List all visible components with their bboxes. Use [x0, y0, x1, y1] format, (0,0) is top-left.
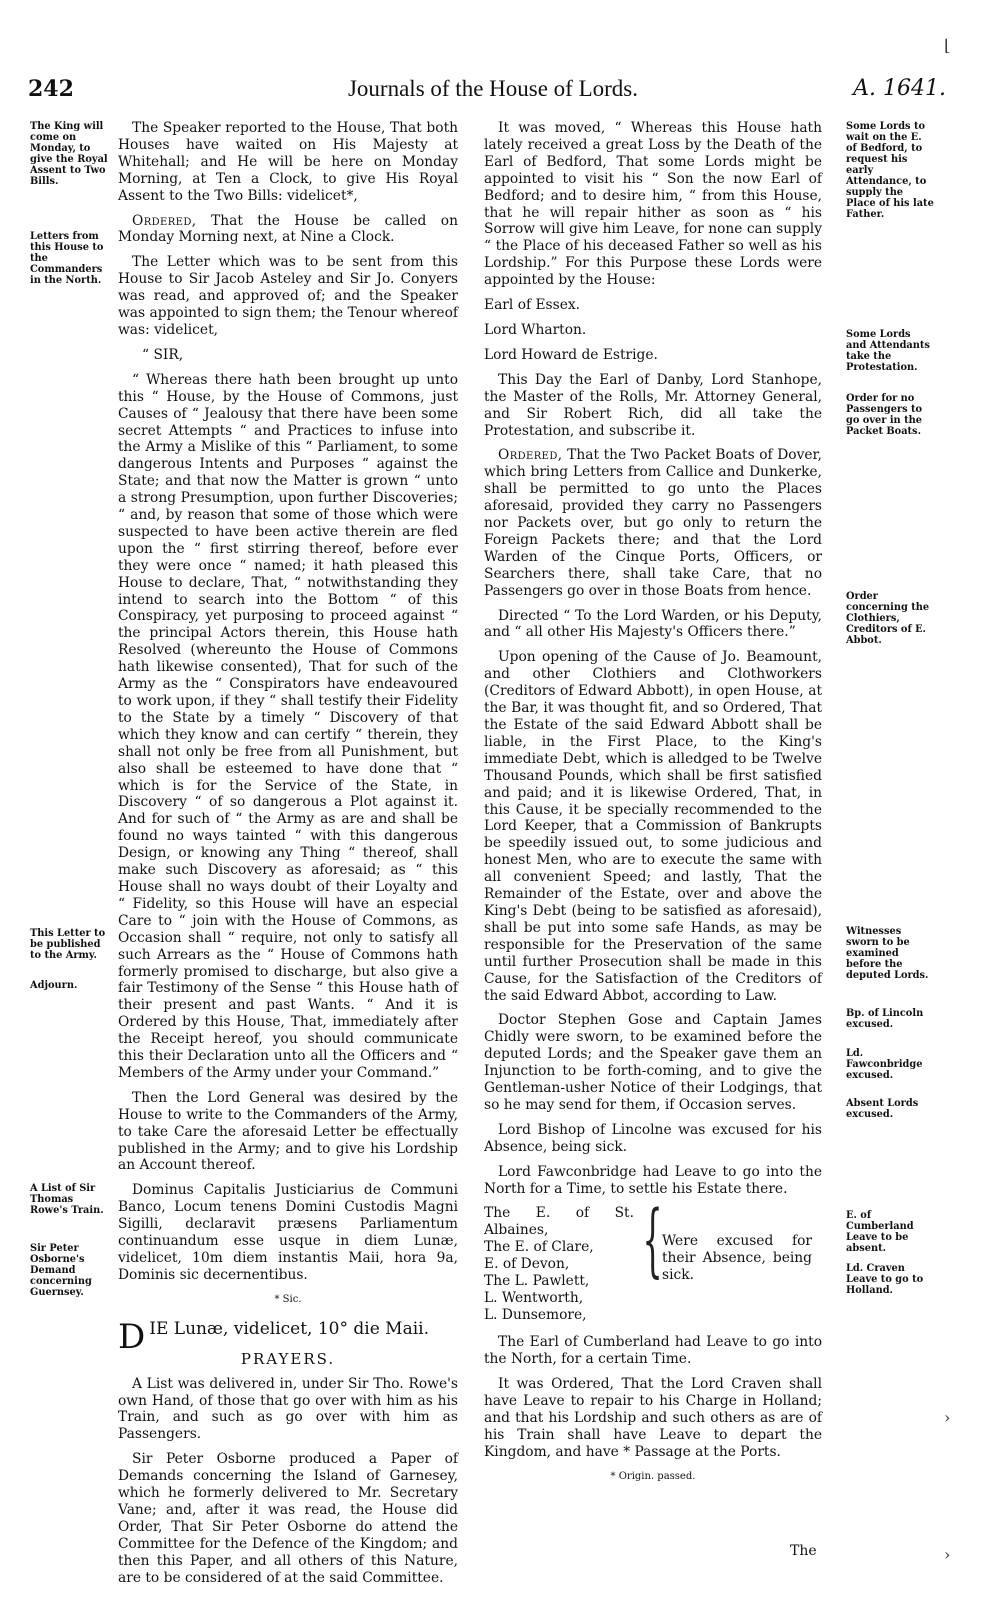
absent-lord: The E. of Clare,: [484, 1239, 594, 1256]
margin-note: Witnesses sworn to be examined before the deputed Lords.: [846, 926, 929, 981]
left-column: [118, 120, 458, 1595]
paragraph: Lord Fawconbridge had Leave to go into the North for a Time, to settle his Estate there.: [484, 1163, 822, 1197]
paragraph: [484, 447, 822, 599]
margin-note: Bp. of Lincoln excused.: [846, 1008, 924, 1030]
drop-cap: D: [118, 1316, 146, 1357]
paragraph: Directed “ To the Lord Warden, or his Deputy, and “ all other His Majesty's Officers there.”: [484, 607, 822, 641]
lord-name: Lord Wharton.: [484, 321, 587, 338]
corner-mark-icon: ›: [944, 1545, 951, 1564]
paragraph: The Earl of Cumberland had Leave to go into the North, for a certain Time.: [484, 1334, 822, 1368]
margin-note: Absent Lords excused.: [846, 1098, 919, 1120]
margin-note: Some Lords and Attendants take the Protestation.: [846, 329, 930, 373]
footnote: * Sic.: [274, 1293, 302, 1305]
right-column: [484, 120, 822, 1494]
lord-name: Earl of Essex.: [484, 297, 581, 314]
paragraph: A List was delivered in, under Sir Tho. Rowe's own Hand, of those that go over with him as his Train, and such as go over with him as Passengers.: [118, 1375, 458, 1443]
paragraph: Lord Bishop of Lincolne was excused for his Absence, being sick.: [484, 1121, 822, 1155]
page-number: 242: [28, 76, 74, 102]
prayers-heading: PRAYERS.: [240, 1349, 336, 1368]
corner-mark-icon: ⌊: [944, 36, 951, 55]
paragraph: Doctor Stephen Gose and Captain James Chidly were sworn, to be examined before the deputed Lords; and the Speaker gave them an Injunction to be forth-coming, and to give the Gentleman-usher Notice of their Lodgings, that so he may send for them, if Occasion serves.: [484, 1012, 822, 1113]
margin-note: The King will come on Monday, to give the Royal Assent to Two Bills.: [30, 121, 108, 187]
day-heading: [118, 1316, 458, 1357]
paragraph: Then the Lord General was desired by the House to write to the Commanders of the Army, to take Care the aforesaid Letter be effectually published in the Army; and to give his Lordship an Account thereof.: [118, 1089, 458, 1174]
letter-salutation: “ SIR,: [142, 346, 184, 363]
absent-lord: E. of Devon,: [484, 1256, 570, 1273]
paragraph: This Day the Earl of Danby, Lord Stanhope, the Master of the Rolls, Mr. Attorney General, and Sir Robert Rich, did all take the Protestation, and subscribe it.: [484, 371, 822, 439]
catchword: The: [790, 1543, 817, 1559]
page-title: Journals of the House of Lords.: [347, 76, 638, 101]
absent-lord: L. Dunsemore,: [484, 1307, 587, 1324]
margin-note: Adjourn.: [30, 980, 78, 991]
margin-note: Some Lords to wait on the E. of Bedford, to request his early Attendance, to supply the Place of his late Father.: [846, 121, 934, 220]
lord-name: Lord Howard de Estrige.: [484, 346, 658, 363]
margin-note: This Letter to be published to the Army.: [30, 928, 106, 961]
margin-note: Ld. Craven Leave to go to Holland.: [846, 1263, 924, 1296]
page-header: [28, 76, 958, 116]
absent-lords-list: [484, 1193, 822, 1324]
day-heading-text: IE Lunæ, videlicet, 10° die Maii.: [149, 1318, 429, 1339]
footnote: * Origin. passed.: [610, 1470, 696, 1482]
paragraph: It was moved, “ Whereas this House hath lately received a great Loss by the Death of the Earl of Bedford, That some Lords might be appointed to visit his “ Son the now Earl of Bedford; and to desire him, “ from this House, that he will repair hither as soon as “ his Sorrow will give him Leave, for none can supply “ the Place of his deceased Father so well as his Lordship.” For this Purpose these Lords were appointed by the House:: [484, 120, 822, 289]
absent-note: Were excused for their Absence, being sick.: [662, 1233, 812, 1284]
ordered-label: Ordered,: [498, 447, 563, 464]
margin-note: E. of Cumberland Leave to be absent.: [846, 1210, 914, 1254]
margin-note: Order for no Passengers to go over in the Packet Boats.: [846, 393, 923, 437]
margin-note: Sir Peter Osborne's Demand concerning Guernsey.: [30, 1243, 92, 1298]
paragraph: Sir Peter Osborne produced a Paper of Demands concerning the Island of Garnesey, which he formerly delivered to Mr. Secretary Vane; and, after it was read, the House did Order, That Sir Peter Osborne do attend the Committee for the Defence of the Kingdom; and then this Paper, and all others of this Nature, are to be considered of at the said Committee.: [118, 1451, 458, 1586]
absent-lord: The E. of St. Albaines,: [484, 1205, 634, 1239]
paragraph: The Letter which was to be sent from this House to Sir Jacob Asteley and Sir Jo. Conyers was read, and approved of; and the Speaker was appointed to sign them; the Tenour whereof was: videlicet,: [118, 254, 458, 338]
paragraph: It was Ordered, That the Lord Craven shall have Leave to repair to his Charge in Holland; and that his Lordship and such others as are of his Train shall have Leave to depart the Kingdom, and have * Passage at the Ports.: [484, 1376, 822, 1460]
paragraph-text: That the Two Packet Boats of Dover, which bring Letters from Callice and Dunkerke, shall be permitted to go unto the Places aforesaid, provided they carry no Passengers nor Packets over, but go only to return the Foreign Packets there; and that the Lord Warden of the Cinque Ports, Officers, or Searchers there, shall take Care, that no Passengers go over in those Boats from hence.: [484, 447, 822, 599]
paragraph: Dominus Capitalis Justiciarius de Communi Banco, Locum tenens Domini Custodis Magni Sigilli, declaravit præsens Parliamentum continuandum esse usque in diem Lunæ, videlicet, 10m diem instantis Maii, hora 9a, Dominis sic decernentibus.: [118, 1182, 458, 1283]
margin-note: Letters from this House to the Commanders in the North.: [30, 231, 104, 286]
paragraph: [118, 213, 458, 247]
letter-body: “ Whereas there hath been brought up unto this “ House, by the House of Commons, just Causes of “ Jealousy that there have been some secret Attempts “ and Practices to infuse into the Army a Mislike of this “ Parliament, to some dangerous Intents and Purposes “ against the State; and that now the Matter is grown “ unto a strong Presumption, upon further Discoveries; “ and, by reason that some of those which were suspected to have been active therein are fled upon the “ first stirring thereof, before ever they were once “ named; it hath pleased this House to declare, That, “ notwithstanding they intend to search into the Bottom “ of this Conspiracy, yet purposing to proceed against “ the principal Actors therein, this House hath Resolved (whereunto the House of Commons hath likewise consented), That for such of the Army as the “ Conspirators have endeavoured to work upon, if they “ shall testify their Fidelity to the State by a timely “ Discovery of that which they know and can certify “ therein, they shall not only be free from all Punishment, but also shall be esteemed to have done that “ which is for the Service of the State, in Discovery “ of so dangerous a Plot against it. And for such of “ the Army as are and shall be found no ways tainted “ with this dangerous Design, or knowing any Thing “ thereof, shall make such Discovery as aforesaid; as “ this House shall no ways doubt of their Loyalty and “ Fidelity, so this House will have an especial Care to “ join with the House of Commons, as Occasion shall “ require, not only to satisfy all such Arrears as the “ House of Commons hath formerly promised to discharge, but also give a fair Testimony of the Sense “ this House hath of their present and past Wants. “ And it is Ordered by this House, That, immediately after the Receipt hereof, you should communicate this their Declaration unto all the Officers and “ Members of the Army under your Command.”: [118, 371, 458, 1081]
corner-mark-icon: ›: [944, 1408, 951, 1427]
paragraph: The Speaker reported to the House, That both Houses have waited on His Majesty at Whitehall; and He will be here on Monday Morning, at Ten a Clock, to give His Royal Assent to the Two Bills: videlicet*,: [118, 120, 458, 204]
page-year: A. 1641.: [853, 76, 946, 101]
ordered-label: Ordered,: [132, 212, 197, 229]
margin-note: Order concerning the Clothiers, Creditors of E. Abbot.: [846, 591, 930, 646]
paragraph: Upon opening of the Cause of Jo. Beamount, and other Clothiers and Clothworkers (Creditors of Edward Abbott), in open House, at the Bar, it was thought fit, and so Ordered, That the Estate of the said Edward Abbott shall be liable, in the First Place, to the King's immediate Debt, which is alledged to be Twelve Thousand Pounds, which shall be first satisfied and paid; and it is likewise Ordered, That, in this Cause, it be specially recommended to the Lord Keeper, that a Commission of Bankrupts be speedily issued out, to some judicious and honest Men, who are to execute the same with all convenient Speed; and lastly, That the Remainder of the Estate, over and above the King's Debt (being to be satisfied as aforesaid), shall be put into some safe Hands, as may be responsible for the Preservation of the same until further Prosecution shall be made in this Cause, for the Satisfaction of the Creditors of the said Edward Abbot, according to Law.: [484, 649, 822, 1004]
paragraph-text: That the House be called on Monday Morning next, at Nine a Clock.: [118, 212, 458, 246]
absent-lords-names: [484, 1205, 634, 1324]
brace-glyph: {: [642, 1193, 663, 1287]
absent-lord: L. Wentworth,: [484, 1290, 584, 1307]
margin-note: A List of Sir Thomas Rowe's Train.: [30, 1183, 104, 1216]
absent-lord: The L. Pawlett,: [484, 1273, 590, 1290]
margin-note: Ld. Fawconbridge excused.: [846, 1048, 923, 1081]
